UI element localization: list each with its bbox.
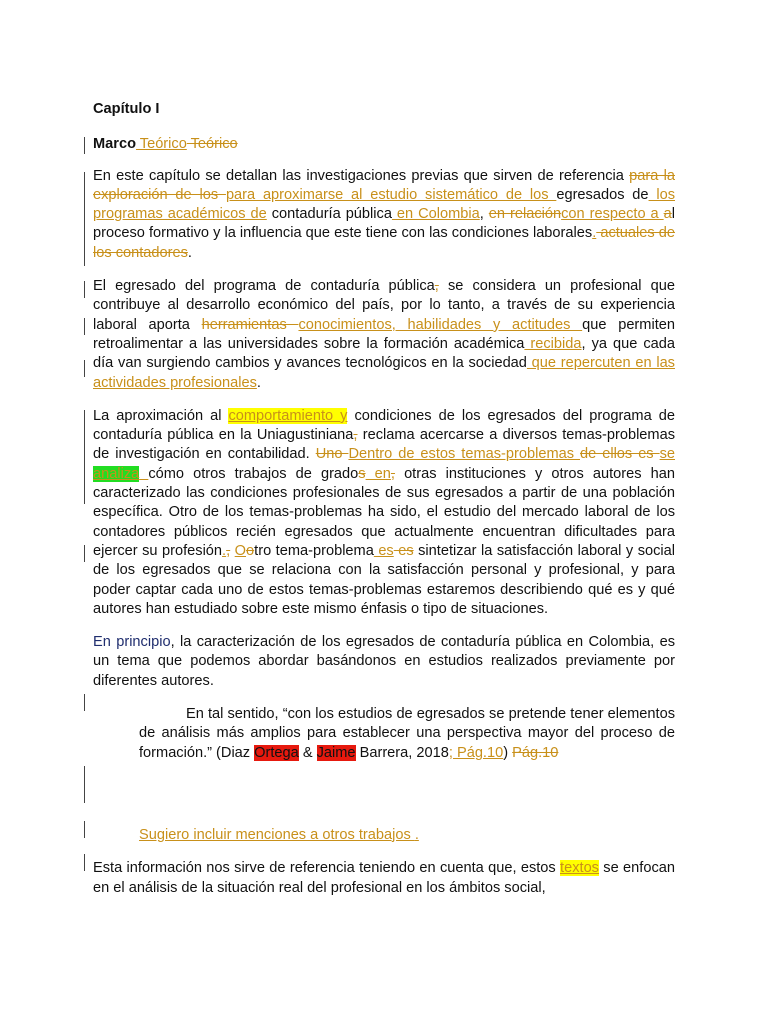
commented-text[interactable]: En principio — [93, 634, 171, 651]
tracked-deletion[interactable]: a — [663, 206, 672, 223]
tracked-insertion[interactable] — [139, 466, 148, 482]
change-bar — [84, 766, 85, 803]
change-bar — [84, 360, 85, 377]
change-bar — [84, 694, 85, 711]
change-bar — [84, 854, 85, 871]
section-heading: Marco Teórico Teórico — [93, 136, 238, 153]
tracked-insertion[interactable]: Teórico — [135, 136, 187, 153]
paragraph-4: En principio, la caracterización de los egresados de contaduría pública en Colombia, es un tema que podemos abordar basándonos en estudios realizados previamente por diferentes autores. — [93, 634, 675, 689]
tracked-insertion[interactable]: . — [222, 542, 227, 559]
tracked-insertion[interactable]: en Colombia — [391, 206, 480, 223]
tracked-insertion[interactable]: se — [659, 446, 676, 463]
tracked-insertion[interactable]: con respecto a — [561, 206, 664, 223]
tracked-deletion[interactable]: actuales de los contadores — [93, 225, 675, 261]
tracked-insertion[interactable]: conocimientos, habilidades y actitudes — [298, 316, 583, 333]
paragraph-5: Esta información nos sirve de referencia teniendo en cuenta que, estos textos se enfocan en el análisis de la situación real del profesional en los ámbitos social, — [93, 860, 675, 896]
change-bar — [84, 545, 85, 562]
suggestion-note — [139, 826, 675, 845]
tracked-deletion[interactable]: , — [353, 427, 358, 444]
change-bar — [84, 318, 85, 335]
tracked-insertion[interactable]: . — [414, 826, 419, 843]
tracked-insertion[interactable]: Dentro de estos temas-problemas — [348, 446, 580, 463]
tracked-deletion[interactable]: en relación — [488, 206, 562, 223]
tracked-deletion[interactable]: o — [246, 542, 255, 559]
highlighted-insertion[interactable]: analiza — [93, 465, 140, 482]
highlighted-insertion[interactable]: textos — [560, 860, 599, 877]
tracked-insertion[interactable]: O — [234, 542, 247, 559]
block-quote: En tal sentido, “con los estudios de egresados se pretende tener elementos de análisis más amplios para establecer una perspectiva mayor del proceso de formación.” (Diaz Ortega & Jaime Barrera, 2018; Pág.10) Pág.10 — [139, 706, 675, 761]
tracked-insertion[interactable]: Sugiero incluir menciones a otros trabajos — [139, 826, 415, 843]
change-bar — [84, 137, 85, 154]
tracked-deletion[interactable]: es — [393, 542, 414, 559]
tracked-insertion[interactable]: ; Pág.10 — [448, 744, 504, 761]
change-bar — [84, 281, 85, 298]
tracked-deletion[interactable]: , — [390, 465, 395, 482]
tracked-deletion[interactable]: para la exploración de los — [93, 167, 675, 203]
tracked-deletion[interactable]: de ellos es — [580, 446, 660, 463]
tracked-deletion[interactable]: s — [358, 465, 366, 482]
paragraph-3: La aproximación al comportamiento y condiciones de los egresados del programa de contaduría pública en la Uniagustiniana, reclama acercarse a diversos temas-problemas de investigación en contabilidad. Uno Dentro de estos temas-problemas de ellos es se analiza cómo otros trabajos de grados en, otras instituciones y otros autores han caracterizado las condiciones profesionales de sus egresados a partir de una población específica. Otro de los temas-problemas ha sido, el estudio del mercado laboral de los contadores públicos recién egresados que actualmente encuentran dificultades para ejercer su profesión., Ootro tema-problema es es sintetizar la satisfacción laboral y social de los egresados que se relaciona con la satisfacción personal y profesional, y para poder captar cada uno de estos temas-problemas estaremos describiendo qué es y qué autores han estudiado sobre este mismo énfasis o tipo de situaciones. — [93, 407, 676, 617]
change-bar — [84, 821, 85, 838]
paragraph-2: El egresado del programa de contaduría pública, se considera un profesional que contribuye al desarrollo económico del país, por lo tanto, a través de su experiencia laboral aporta herramientas conocimientos, habilidades y actitudes que permiten retroalimentar a las universidades sobre la formación académica recibida, ya que cada día van surgiendo cambios y avances tecnológicos en la sociedad que repercuten en las actividades profesionales. — [93, 278, 675, 391]
tracked-deletion[interactable]: , — [434, 278, 439, 295]
chapter-heading: Capítulo I — [93, 101, 160, 117]
highlighted-name[interactable]: Jaime — [316, 744, 356, 761]
tracked-insertion[interactable]: los programas académicos de — [93, 186, 675, 223]
highlighted-name[interactable]: Ortega — [254, 744, 299, 761]
tracked-insertion[interactable]: en — [365, 465, 391, 482]
change-bar — [84, 172, 85, 266]
tracked-deletion[interactable]: Pág.10 — [512, 744, 559, 761]
tracked-insertion[interactable]: para aproximarse al estudio sistemático de los — [225, 186, 557, 203]
document-page — [93, 100, 675, 912]
change-bar — [84, 410, 85, 504]
empty-paragraph — [93, 793, 675, 812]
highlighted-insertion[interactable]: comportamiento y — [228, 407, 348, 424]
tracked-insertion[interactable]: . — [592, 225, 597, 242]
tracked-deletion[interactable]: Uno — [315, 446, 349, 463]
tracked-deletion[interactable]: Teórico — [186, 136, 238, 153]
paragraph-1: En este capítulo se detallan las investigaciones previas que sirven de referencia para la exploración de los para aproximarse al estudio sistemático de los egresados de los programas académicos de contaduría pública en Colombia, en relacióncon respecto a al proceso formativo y la influencia que este tiene con las condiciones laborales. actuales de los contadores. — [93, 167, 675, 261]
tracked-insertion[interactable]: recibida — [524, 335, 582, 352]
tracked-insertion[interactable]: es — [373, 542, 394, 559]
tracked-deletion[interactable]: herramientas — [201, 316, 299, 333]
tracked-insertion[interactable]: que repercuten en las actividades profesionales — [93, 355, 675, 391]
tracked-deletion[interactable]: , — [226, 542, 231, 559]
